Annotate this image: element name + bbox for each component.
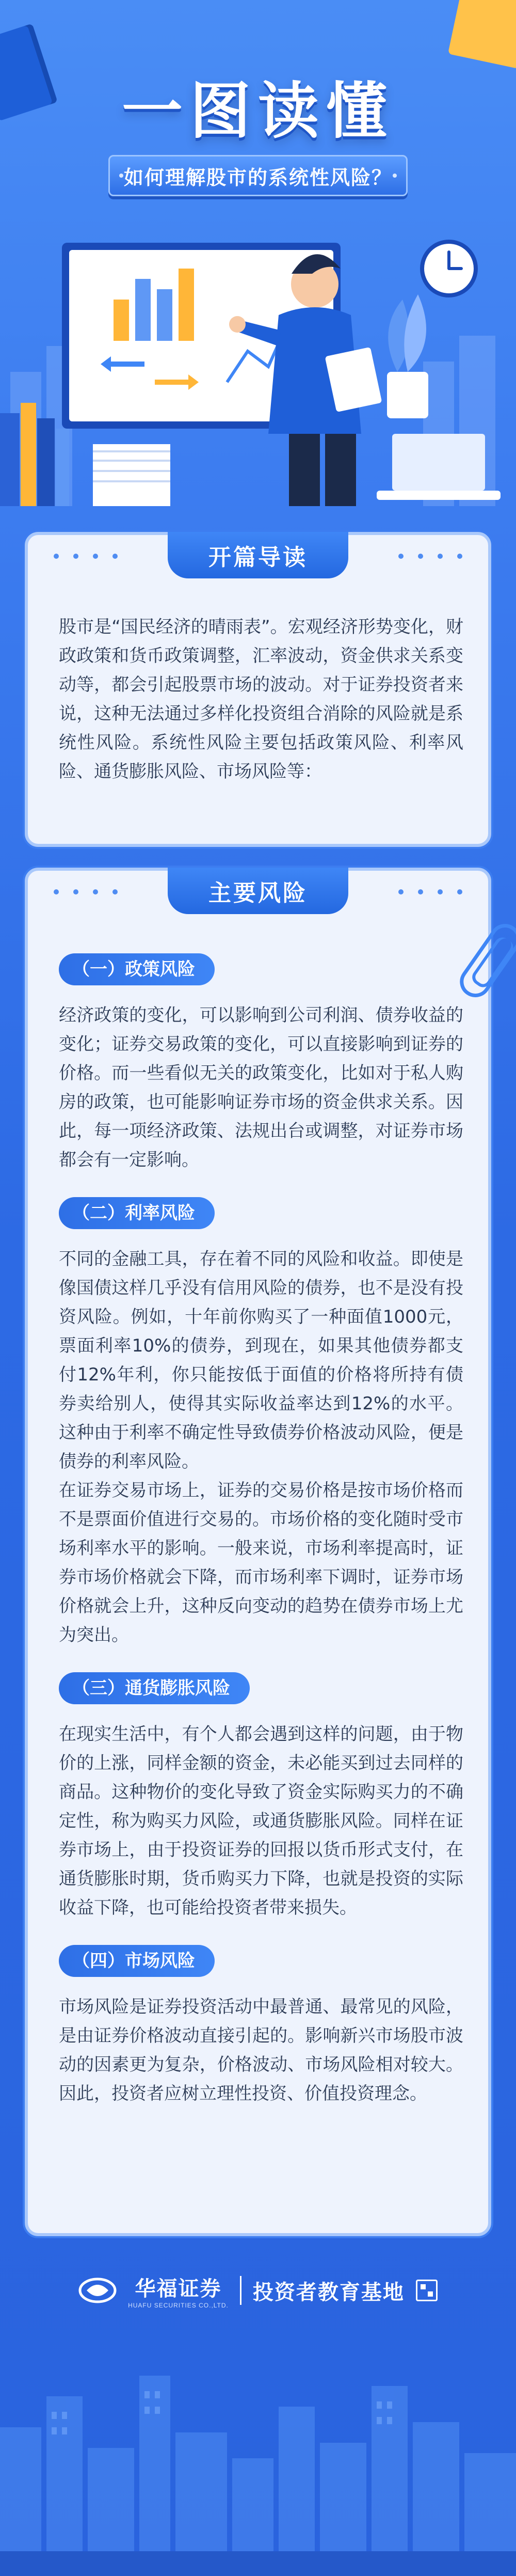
section-paragraph: 在证券交易市场上，证券的交易价格是按市场价格而不是票面价值进行交易的。市场价格的变化随时受市场利率水平的影响。一般来说，市场利率提高时，证券市场价格就会下降，而市场利率下调时，证券市场价格就会上升，这种反向变动的趋势在债券市场上尤为突出。: [59, 1480, 463, 1645]
brand-name: 华福证券: [135, 2276, 222, 2301]
hero-banner: [0, 0, 516, 511]
page-title: 一图读懂: [121, 75, 394, 147]
decorative-dots-left: [54, 889, 118, 894]
brand-divider: [240, 2276, 241, 2305]
section-tag: （三）通货膨胀风险: [59, 1672, 250, 1704]
presenter-illustration: [0, 217, 516, 506]
paper-stack-icon: [93, 444, 170, 506]
intro-heading-tab: [168, 532, 348, 578]
brand-name-block: [128, 2272, 229, 2309]
intro-heading: 开篇导读: [208, 544, 308, 571]
risk-sections: [59, 948, 463, 2126]
risk-section-inflation: [59, 1667, 463, 1922]
decorative-dots-right: [398, 554, 462, 559]
city-skyline-illustration: [0, 2355, 516, 2576]
footer-brand: [0, 2267, 516, 2314]
subtitle-banner: [108, 155, 408, 196]
main-risks-card: [25, 868, 491, 2236]
section-tag: （一）政策风险: [59, 953, 215, 985]
qr-mark-icon: [416, 2280, 438, 2301]
risk-section-market: [59, 1940, 463, 2108]
section-paragraph: 在现实生活中，有个人都会遇到这样的问题，由于物价的上涨，同样金额的资金，未必能买到过去同样的商品。这种物价的变化导致了资金实际购买力的不确定性，称为购买力风险，或通货膨胀风险。同样在证券市场上，由于投资证券的回报以货币形式支付，在通货膨胀时期，货币购买力下降，也就是投资的实际收益下降，也可能给投资者带来损失。: [59, 1724, 463, 1918]
main-heading: 主要风险: [208, 880, 308, 906]
section-paragraph: 经济政策的变化，可以影响到公司利润、债券收益的变化；证券交易政策的变化，可以直接影响到证券的价格。而一些看似无关的政策变化，比如对于私人购房的政策，也可能影响证券市场的资金供求关系。因此，每一项经济政策、法规出台或调整，对证券市场都会有一定影响。: [59, 1005, 463, 1170]
clock-icon: [422, 242, 476, 295]
section-paragraph: 不同的金融工具，存在着不同的风险和收益。即使是像国债这样几乎没有信用风险的债券，也不是没有投资风险。例如，十年前你购买了一种面值1000元，票面利率10%的债券，到现在，如果其他债券都支付12%年利，你只能按低于面值的价格将所持有债券卖给别人，使得其实际收益率达到12%的水平。这种由于利率不确定性导致债券价格波动风险，便是债券的利率风险。: [59, 1249, 463, 1472]
sticky-note-decoration: [448, 0, 516, 69]
decorative-dots-right: [398, 889, 462, 894]
brand-name-en: HUAFU SECURITIES CO.,LTD.: [128, 2301, 229, 2309]
laptop-icon: [377, 434, 501, 500]
section-tag: （二）利率风险: [59, 1197, 215, 1229]
intro-card: [25, 532, 491, 847]
section-paragraph: 市场风险是证券投资活动中最普通、最常见的风险，是由证券价格波动直接引起的。影响新兴市场股市波动的因素更为复杂，价格波动、市场风险相对较大。因此，投资者应树立理性投资、价值投资理念。: [59, 1997, 463, 2104]
intro-paragraph: 股市是“国民经济的晴雨表”。宏观经济形势变化，财政政策和货币政策调整，汇率波动，资金供求关系变动等，都会引起股票市场的波动。对于证券投资者来说，这种无法通过多样化投资组合消除的风险就是系统性风险。系统性风险主要包括政策风险、利率风险、通货膨胀风险、市场风险等：: [59, 617, 463, 782]
huafu-logo-icon: [78, 2277, 117, 2303]
main-heading-tab: [168, 868, 348, 914]
page-subtitle: 如何理解股市的系统性风险？: [123, 166, 392, 189]
investor-education-base-label: 投资者教育基地: [252, 2280, 405, 2304]
risk-section-interest-rate: [59, 1192, 463, 1650]
decorative-dots-left: [54, 554, 118, 559]
plant-icon: [387, 294, 428, 418]
section-tag: （四）市场风险: [59, 1945, 215, 1977]
risk-section-policy: [59, 948, 463, 1174]
